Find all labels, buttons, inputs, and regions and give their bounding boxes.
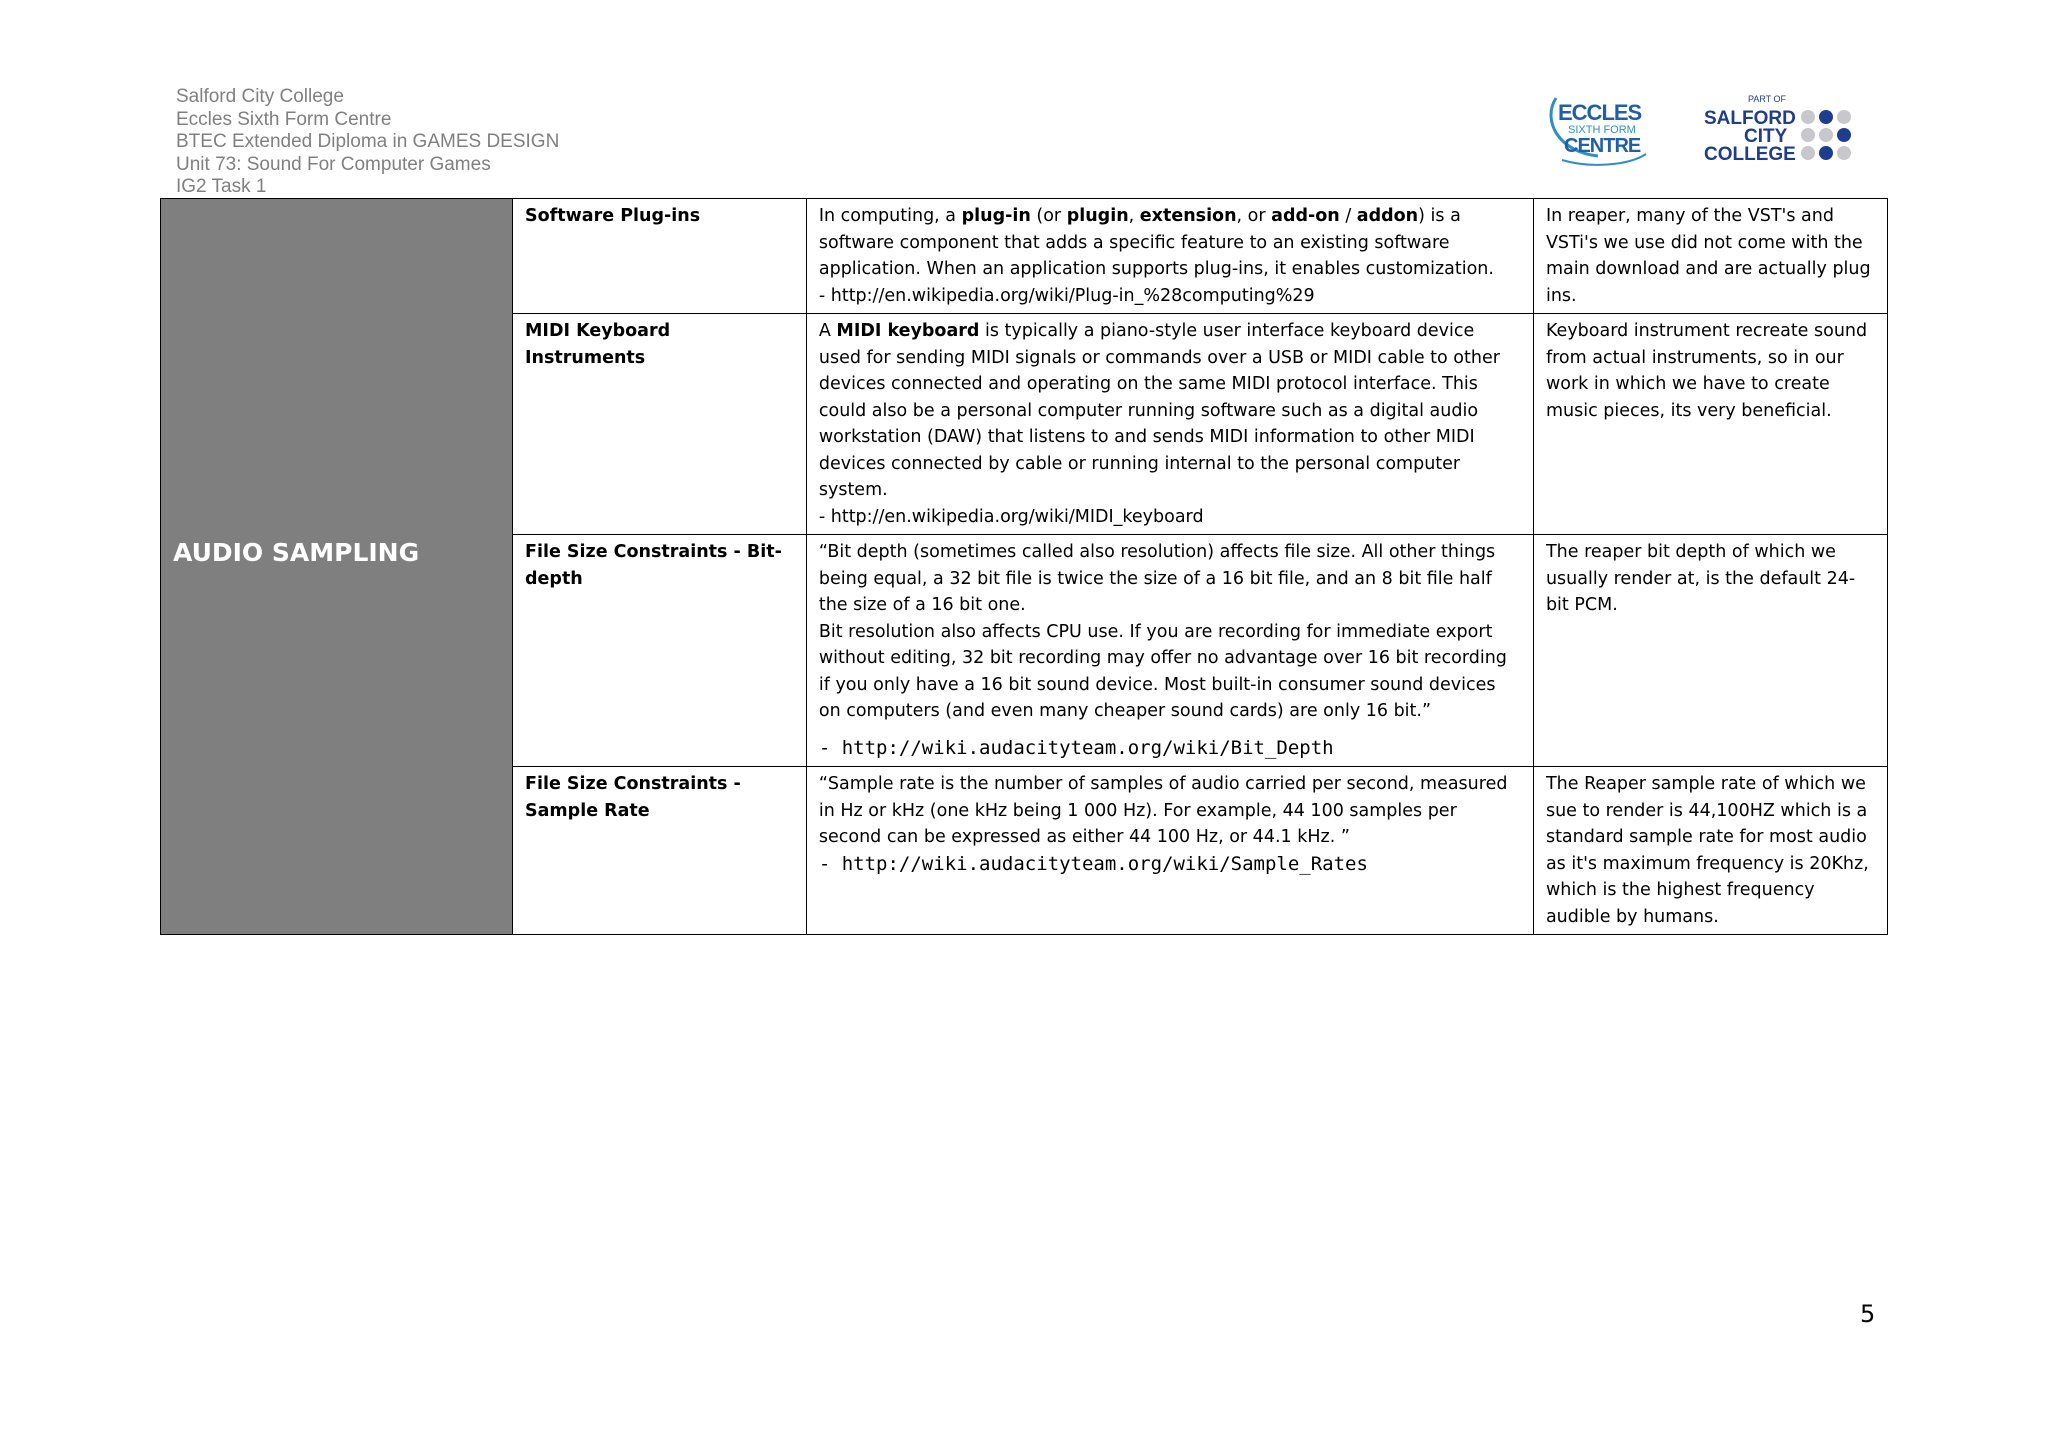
header-line-course: BTEC Extended Diploma in GAMES DESIGN (176, 131, 560, 152)
term-cell: MIDI Keyboard Instruments (513, 314, 807, 535)
definition-cell: A MIDI keyboard is typically a piano-style user interface keyboard device used for sending MIDI signals or commands over a USB or MIDI cable to other devices connected and operating on the same MIDI protocol interface. This could also be a personal computer running software such as a digital audio workstation (DAW) that listens to and sends MIDI information to other MIDI devices connected by cable or running internal to the personal computer system. - http://en.wikipedia.org/wiki/MIDI_keyboard (806, 314, 1533, 535)
source-link: - http://en.wikipedia.org/wiki/MIDI_keyboard (818, 506, 1204, 527)
eccles-sixth-form-logo (1551, 98, 1646, 165)
note-cell: The Reaper sample rate of which we sue to render is 44,100HZ which is a standard sample rate for most audio as it's maximum frequency is 20Khz, which is the highest frequency audible by humans. (1533, 767, 1887, 935)
salford-logo-line-1: SALFORD (1704, 108, 1796, 129)
eccles-logo-line-2: SIXTH FORM (1568, 124, 1636, 136)
category-cell (161, 199, 513, 314)
note-cell: Keyboard instrument recreate sound from actual instruments, so in our work in which we have to create music pieces, its very beneficial. (1533, 314, 1887, 535)
eccles-logo-line-3: CENTRE (1564, 135, 1641, 157)
source-link: - http://wiki.audacityteam.org/wiki/Sample_Rates (818, 852, 1368, 875)
table-row (161, 199, 1888, 314)
table-row (161, 314, 1888, 535)
source-link: - http://wiki.audacityteam.org/wiki/Bit_Depth (818, 736, 1334, 759)
term-cell: File Size Constraints - Bit-depth (513, 535, 807, 767)
salford-logo-line-3: COLLEGE (1704, 144, 1796, 165)
term-cell: Software Plug-ins (513, 199, 807, 314)
definition-cell: “Sample rate is the number of samples of audio carried per second, measured in Hz or kHz (one kHz being 1 000 Hz). For example, 44 100 samples per second can be expressed as either 44 100 Hz, or 44.1 kHz. ” - http://wiki.audacityteam.org/wiki/Sample_Rates (806, 767, 1533, 935)
header-logos (1548, 90, 1864, 170)
header-line-centre: Eccles Sixth Form Centre (176, 108, 392, 130)
definition-cell: “Bit depth (sometimes called also resolution) affects file size. All other things being equal, a 32 bit file is twice the size of a 16 bit file, and an 8 bit file half the size of a 16 bit one. Bit resolution also affects CPU use. If you are recording for immediate export without editing, 32 bit recording may offer no advantage over 16 bit recording if you only have a 16 bit sound device. Most built-in consumer sound devices on computers (and even many cheaper sound cards) are only 16 bit.” - http://wiki.audacityteam.org/wiki/Bit_Depth (806, 535, 1533, 767)
term-cell: File Size Constraints - Sample Rate (513, 767, 807, 935)
note-cell: The reaper bit depth of which we usually render at, is the default 24-bit PCM. (1533, 535, 1887, 767)
document-header (176, 86, 559, 199)
glossary-table (160, 198, 1888, 935)
table-row (161, 535, 1888, 767)
salford-city-college-logo (1704, 94, 1851, 165)
note-cell: In reaper, many of the VST's and VSTi's we use did not come with the main download and are actually plug ins. (1533, 199, 1887, 314)
header-line-task: IG2 Task 1 (176, 176, 267, 197)
eccles-logo-line-1: ECCLES (1558, 100, 1642, 125)
salford-logo-line-2: CITY (1744, 126, 1788, 147)
salford-logo-part-of: PART OF (1748, 94, 1787, 104)
header-line-college: Salford City College (176, 86, 344, 107)
header-line-unit: Unit 73: Sound For Computer Games (176, 153, 491, 175)
category-cell-audio-sampling: AUDIO SAMPLING (161, 535, 513, 767)
category-cell (161, 314, 513, 535)
definition-cell: In computing, a plug-in (or plugin, extension, or add-on / addon) is a software component that adds a specific feature to an existing software application. When an application supports plug-ins, it enables customization. - http://en.wikipedia.org/wiki/Plug-in_%28computing%29 (806, 199, 1533, 314)
table-row (161, 767, 1888, 935)
category-cell (161, 767, 513, 935)
page-number: 5 (1860, 1300, 1876, 1328)
source-link: - http://en.wikipedia.org/wiki/Plug-in_%28computing%29 (818, 285, 1315, 306)
